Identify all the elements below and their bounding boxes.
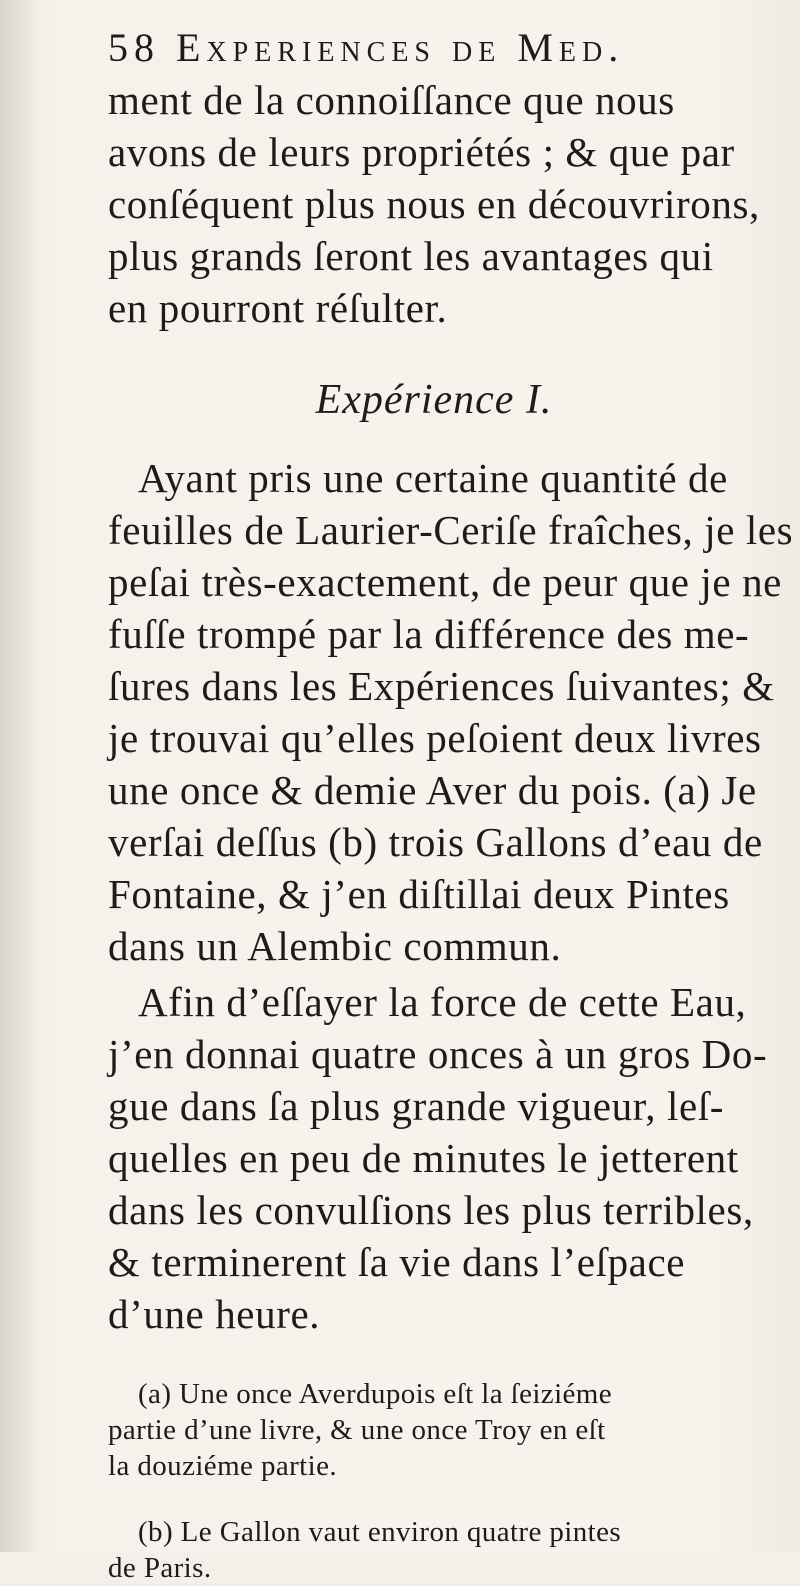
- intro-text: [108, 74, 760, 334]
- footnote-line: de Paris.: [108, 1552, 212, 1584]
- text-line: peſai très-exactement, de peur que je ne: [108, 559, 782, 605]
- text-line: dans les convulſions les plus terribles,: [108, 1187, 754, 1233]
- text-line: gue dans ſa plus grande vigueur, leſ-: [108, 1083, 725, 1129]
- text-line: Ayant pris une certaine quantité de: [138, 455, 728, 501]
- paragraph-2: [108, 976, 768, 1340]
- footnote-line: la douziéme partie.: [108, 1450, 338, 1482]
- text-line: & terminerent ſa vie dans l’eſpace: [108, 1239, 686, 1285]
- text-line: plus grands ſeront les avantages qui: [108, 233, 714, 279]
- footnote-line: (b) Le Gallon vaut environ quatre pintes: [138, 1516, 622, 1548]
- text-line: verſai deſſus (b) trois Gallons d’eau de: [108, 819, 763, 865]
- text-line: d’une heure.: [108, 1291, 321, 1337]
- text-line: une once & demie Aver du pois. (a) Je: [108, 767, 757, 813]
- text-line: je trouvai qu’elles peſoient deux livres: [108, 715, 762, 761]
- footnote-b: [108, 1514, 760, 1586]
- text-line: feuilles de Laurier-Ceriſe fraîches, je les: [108, 507, 794, 553]
- running-head: 58 Experiences de Med.: [108, 25, 625, 70]
- text-line: Afin d’eſſayer la force de cette Eau,: [138, 979, 747, 1025]
- footnote-line: partie d’une livre, & une once Troy en eſt: [108, 1414, 606, 1446]
- text-line: Fontaine, & j’en diſtillai deux Pintes: [108, 871, 730, 917]
- text-line: ment de la connoiſſance que nous: [108, 77, 675, 123]
- text-line: dans un Alembic commun.: [108, 923, 562, 969]
- page-gutter-shadow: [0, 0, 36, 1552]
- text-line: j’en donnai quatre onces à un gros Do-: [108, 1031, 768, 1077]
- text-line: avons de leurs propriétés ; & que par: [108, 129, 735, 175]
- section-title: Expérience I.: [315, 377, 553, 423]
- text-line: fuſſe trompé par la différence des me-: [108, 611, 750, 657]
- text-line: en pourront réſulter.: [108, 285, 448, 331]
- text-line: ſures dans les Expériences ſuivantes; &: [108, 663, 775, 709]
- text-line: quelles en peu de minutes le jetterent: [108, 1135, 739, 1181]
- footnote-a: [108, 1376, 760, 1484]
- paragraph-1: [108, 452, 794, 972]
- footnote-line: (a) Une once Averdupois eſt la ſeiziéme: [138, 1378, 613, 1410]
- text-line: conſéquent plus nous en découvrirons,: [108, 181, 760, 227]
